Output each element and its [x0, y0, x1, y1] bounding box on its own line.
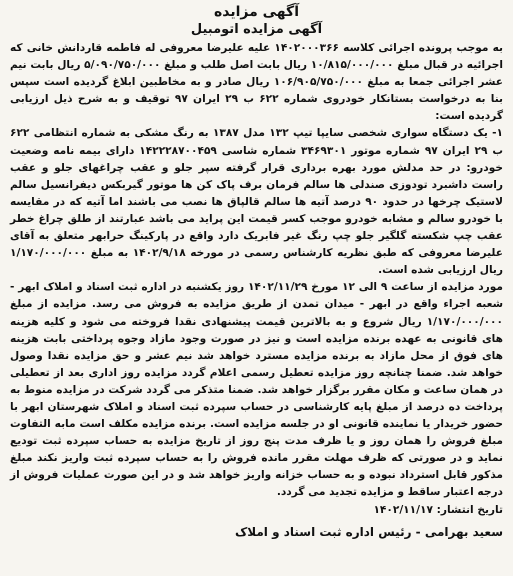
notice-body: [10, 40, 503, 519]
notice-subtitle: آگهی مزایده اتومبیل: [190, 22, 323, 37]
publication-date: تاریخ انتشار: ۱۴۰۲/۱۱/۱۷: [373, 503, 503, 516]
intro-paragraph: به موجب پرونده اجرائی کلاسه ۱۴۰۲۰۰۰۳۶۶ علیه علیرضا معروفی له فاطمه قاردانش خانی که اجرائیه در قبال مبلغ ۱۰/۸۱۵/۰۰۰/۰۰۰ ریال بابت اصل طلب و مبلغ ۵/۰۹۰/۷۵۰/۰۰۰ ریال بابت نیم عشر اجرائی جمعا به مبلغ ۱۰۶/۹۰۵/۷۵۰/۰۰۰ ریال صادر و به مخاطبین ابلاغ گردیده است سپس بنا به درخواست بستانکار خودروی شماره ۶۲۲ ب ۲۹ ایران ۹۷ توقیف و به شرح ذیل ارزیابی گردیده است:: [10, 42, 504, 123]
vehicle-description-paragraph: ۱- یک دستگاه سواری شخصی سایپا تیپ ۱۳۲ مدل ۱۳۸۷ به رنگ مشکی به شماره انتظامی ۶۲۲ ب ۲۹ ایران ۹۷ شماره موتور ۳۴۶۹۳۰۱ شماره شاسی ۱۴۲۲۲۸۷۰۰۴۵۹ دارای بیمه نامه وضعیت خودرو: در حد مدلش مورد بهره برداری قرار گرفته سپر جلو و عقب چراغهای جلو و عقب راست داشبرد تودوزی صندلی ها سالم فرمان برف پاک کن ها موتور گیربکس دیفرانسیل سالم لاستیک چرخها در حدود ۹۰ درصد آتیه ها سالم قالپاق ها نصب می باشند اما آتیه که در مقایسه با خودرو سالم و مشابه خودرو موجب کسر قیمت این پراید می باشد عبارتند از طلق چراغ خطر عقب چپ شکسته گلگیر جلو چپ رنگ غیر فابریک دارد واقع در پارکینگ حرابهر متعلق به آقای علیرضا معروفی که طبق نظریه کارشناس رسمی در مورخه ۱۴۰۲/۹/۱۸ به مبلغ ۱/۱۷۰/۰۰۰/۰۰۰ ریال ارزیابی شده است.: [10, 127, 504, 277]
signature-line: سعید بهرامی - رئیس اداره ثبت اسناد و املاک: [234, 524, 503, 539]
auction-terms-paragraph: مورد مزایده از ساعت ۹ الی ۱۲ مورخ ۱۴۰۲/۱۱/۲۹ روز یکشنبه در اداره ثبت اسناد و املاک ابهر - شعبه اجراء واقع در ابهر - میدان تمدن از طریق مزایده به فروش می رسد. مزایده از مبلغ ۱/۱۷۰/۰۰۰/۰۰۰ ریال شروع و به بالاترین قیمت پیشنهادی نقدا فروخته می شود و کلیه هزینه های قانونی به عهده برنده مزایده است و نیز در صورت وجود مازاد وجوه پرداختی بابت هزینه های فوق از محل مازاد به برنده مزایده مسترد خواهد شد نیم عشر و حق مزایده نقدا وصول خواهد شد. ضمنا چنانچه روز مزایده تعطیل رسمی اعلام گردد مزایده روز اداری بعد از تعطیلی در همان ساعت و مکان مقرر برگزار خواهد شد. ضمنا متذکر می گردد شرکت در مزایده منوط به پرداخت ده درصد از مبلغ پایه کارشناسی در حساب سپرده ثبت اسناد و املاک شهرستان ابهر با حضور خریدار یا نماینده قانونی او در جلسه مزایده است. برنده مزایده مکلف است مابه التفاوت مبلغ فروش را همان روز و یا ظرف مدت پنج روز از تاریخ مزایده به حساب سپرده ثبت تودیع نماید و در صورتی که ظرف مهلت مقرر مانده فروش را به حساب سپرده ثبت واریز نکند مبلغ مذکور قابل استرداد نبوده و به حساب خزانه واریز خواهد شد و در این صورت عملیات فروش از درجه اعتبار ساقط و مزایده تجدید می گردد.: [9, 281, 503, 499]
notice-title: آگهی مزایده: [213, 4, 299, 20]
